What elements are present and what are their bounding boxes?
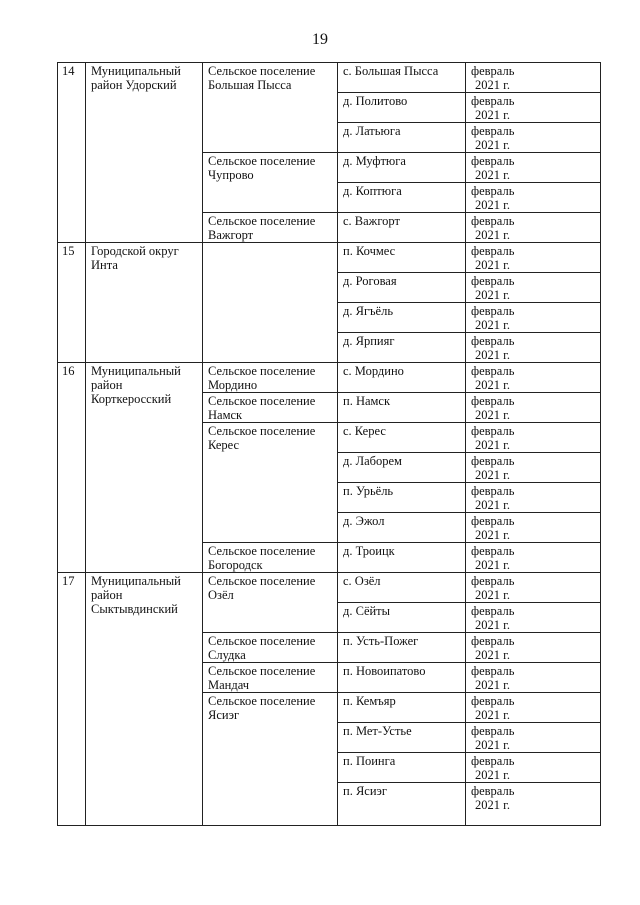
locality-cell: д. Ярпияг xyxy=(338,333,466,363)
date-cell: февраль 2021 г. xyxy=(466,63,601,93)
settlement-cell: Сельское поселение Богородск xyxy=(203,543,338,573)
date-cell: февраль 2021 г. xyxy=(466,753,601,783)
settlement-cell: Сельское поселение Озёл xyxy=(203,573,338,633)
table-row xyxy=(58,573,601,603)
row-number-cell: 17 xyxy=(58,573,86,826)
settlement-cell xyxy=(203,243,338,363)
locality-cell: п. Кочмес xyxy=(338,243,466,273)
locality-cell: д. Муфтюга xyxy=(338,153,466,183)
locality-cell: д. Латьюга xyxy=(338,123,466,153)
locality-cell: п. Кемъяр xyxy=(338,693,466,723)
settlement-cell: Сельское поселение Керес xyxy=(203,423,338,543)
row-number-cell: 14 xyxy=(58,63,86,243)
table-row xyxy=(58,243,601,273)
locality-cell: с. Озёл xyxy=(338,573,466,603)
district-cell: Муниципальный район Удорский xyxy=(86,63,203,243)
date-cell: февраль 2021 г. xyxy=(466,273,601,303)
locality-cell: д. Роговая xyxy=(338,273,466,303)
date-cell: февраль 2021 г. xyxy=(466,513,601,543)
locality-cell: п. Новоипатово xyxy=(338,663,466,693)
row-number-cell: 15 xyxy=(58,243,86,363)
date-cell: февраль 2021 г. xyxy=(466,393,601,423)
settlement-cell: Сельское поселение Ясиэг xyxy=(203,693,338,826)
locality-cell: с. Керес xyxy=(338,423,466,453)
settlement-cell: Сельское поселение Мандач xyxy=(203,663,338,693)
locality-cell: с. Мордино xyxy=(338,363,466,393)
date-cell: февраль 2021 г. xyxy=(466,693,601,723)
settlement-cell: Сельское поселение Слудка xyxy=(203,633,338,663)
date-cell: февраль 2021 г. xyxy=(466,303,601,333)
locality-cell: д. Лаборем xyxy=(338,453,466,483)
date-cell: февраль 2021 г. xyxy=(466,123,601,153)
date-cell: февраль 2021 г. xyxy=(466,783,601,826)
date-cell: февраль 2021 г. xyxy=(466,633,601,663)
date-cell: февраль 2021 г. xyxy=(466,423,601,453)
locality-cell: п. Урьёль xyxy=(338,483,466,513)
locality-cell: д. Коптюга xyxy=(338,183,466,213)
date-cell: февраль 2021 г. xyxy=(466,333,601,363)
date-cell: февраль 2021 г. xyxy=(466,543,601,573)
settlement-cell: Сельское поселение Намск xyxy=(203,393,338,423)
locality-cell: д. Политово xyxy=(338,93,466,123)
date-cell: февраль 2021 г. xyxy=(466,663,601,693)
locality-cell: п. Поинга xyxy=(338,753,466,783)
settlement-cell: Сельское поселение Мордино xyxy=(203,363,338,393)
district-cell: Муниципальный район Сыктывдинский xyxy=(86,573,203,826)
locality-cell: с. Важгорт xyxy=(338,213,466,243)
locality-cell: с. Большая Пысса xyxy=(338,63,466,93)
date-cell: февраль 2021 г. xyxy=(466,363,601,393)
date-cell: февраль 2021 г. xyxy=(466,723,601,753)
locality-cell: п. Намск xyxy=(338,393,466,423)
page-number: 19 xyxy=(312,31,328,48)
date-cell: февраль 2021 г. xyxy=(466,153,601,183)
date-cell: февраль 2021 г. xyxy=(466,573,601,603)
settlement-cell: Сельское поселение Большая Пысса xyxy=(203,63,338,153)
date-cell: февраль 2021 г. xyxy=(466,183,601,213)
locality-cell: п. Усть-Пожег xyxy=(338,633,466,663)
settlement-cell: Сельское поселение Важгорт xyxy=(203,213,338,243)
date-cell: февраль 2021 г. xyxy=(466,483,601,513)
row-number-cell: 16 xyxy=(58,363,86,573)
locality-cell: п. Мет-Устье xyxy=(338,723,466,753)
locality-cell: д. Ягъёль xyxy=(338,303,466,333)
table-row xyxy=(58,363,601,393)
date-cell: февраль 2021 г. xyxy=(466,243,601,273)
table-row xyxy=(58,63,601,93)
district-cell: Городской округ Инта xyxy=(86,243,203,363)
date-cell: февраль 2021 г. xyxy=(466,603,601,633)
date-cell: февраль 2021 г. xyxy=(466,93,601,123)
locality-cell: д. Троицк xyxy=(338,543,466,573)
settlements-table xyxy=(57,62,601,826)
settlement-cell: Сельское поселение Чупрово xyxy=(203,153,338,213)
locality-cell: д. Сёйты xyxy=(338,603,466,633)
locality-cell: п. Ясиэг xyxy=(338,783,466,826)
date-cell: февраль 2021 г. xyxy=(466,213,601,243)
locality-cell: д. Эжол xyxy=(338,513,466,543)
district-cell: Муниципальный район Корткеросский xyxy=(86,363,203,573)
date-cell: февраль 2021 г. xyxy=(466,453,601,483)
